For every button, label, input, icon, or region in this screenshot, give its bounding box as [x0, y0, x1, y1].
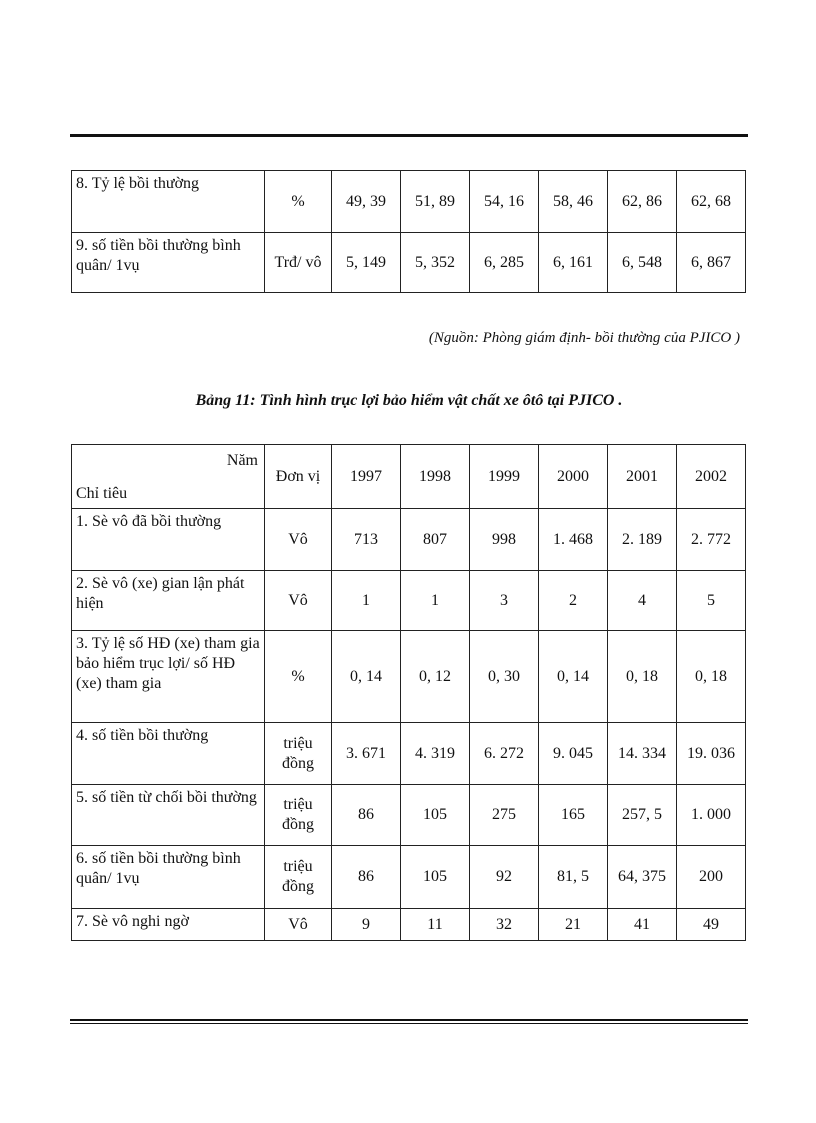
- cell-value: 62, 86: [608, 171, 677, 233]
- cell-value: 1: [401, 571, 470, 631]
- cell-value: 6, 548: [608, 233, 677, 293]
- cell-value: 9: [332, 909, 401, 941]
- cell-value: 4. 319: [401, 723, 470, 785]
- header-year: 2002: [677, 445, 746, 509]
- table-row: [72, 509, 746, 571]
- row-unit: triệu đồng: [265, 846, 332, 909]
- cell-value: 0, 14: [539, 631, 608, 723]
- cell-value: 1. 468: [539, 509, 608, 571]
- cell-value: 2. 189: [608, 509, 677, 571]
- cell-value: 92: [470, 846, 539, 909]
- cell-value: 14. 334: [608, 723, 677, 785]
- cell-value: 64, 375: [608, 846, 677, 909]
- bottom-rule: [70, 1019, 748, 1024]
- table-row: [72, 723, 746, 785]
- table-row: [72, 785, 746, 846]
- header-unit: Đơn vị: [265, 445, 332, 509]
- cell-value: 2. 772: [677, 509, 746, 571]
- cell-value: 200: [677, 846, 746, 909]
- header-row: [72, 445, 746, 509]
- cell-value: 998: [470, 509, 539, 571]
- header-year: 1997: [332, 445, 401, 509]
- cell-value: 9. 045: [539, 723, 608, 785]
- cell-value: 6, 285: [470, 233, 539, 293]
- table-caption: Bảng 11: Tình hình trục lợi bảo hiểm vật chất xe ôtô tại PJICO .: [195, 392, 623, 409]
- cell-value: 6, 161: [539, 233, 608, 293]
- cell-value: 3: [470, 571, 539, 631]
- row-label: 6. số tiền bồi thường bình quân/ 1vụ: [72, 846, 265, 909]
- cell-value: 51, 89: [401, 171, 470, 233]
- cell-value: 49, 39: [332, 171, 401, 233]
- row-unit: triệu đồng: [265, 785, 332, 846]
- table-row: [72, 571, 746, 631]
- cell-value: 5: [677, 571, 746, 631]
- header-year: 2001: [608, 445, 677, 509]
- cell-value: 257, 5: [608, 785, 677, 846]
- cell-value: 713: [332, 509, 401, 571]
- row-unit: Trđ/ vô: [265, 233, 332, 293]
- cell-value: 5, 352: [401, 233, 470, 293]
- table-row: [72, 846, 746, 909]
- row-label: 9. số tiền bồi thường bình quân/ 1vụ: [72, 233, 265, 293]
- row-label: 5. số tiền từ chối bồi thường: [72, 785, 265, 846]
- row-label: 1. Sè vô đã bồi thường: [72, 509, 265, 571]
- cell-value: 0, 14: [332, 631, 401, 723]
- table-row: [72, 909, 746, 941]
- header-item-label: Chỉ tiêu: [76, 485, 128, 502]
- row-unit: Vô: [265, 571, 332, 631]
- row-label: 7. Sè vô nghi ngờ: [72, 909, 265, 941]
- cell-value: 0, 18: [677, 631, 746, 723]
- cell-value: 0, 12: [401, 631, 470, 723]
- cell-value: 5, 149: [332, 233, 401, 293]
- table-row: [72, 171, 746, 233]
- cell-value: 4: [608, 571, 677, 631]
- cell-value: 6, 867: [677, 233, 746, 293]
- row-label: 8. Tỷ lệ bồi thường: [72, 171, 265, 233]
- cell-value: 21: [539, 909, 608, 941]
- cell-value: 105: [401, 846, 470, 909]
- header-year: 1999: [470, 445, 539, 509]
- cell-value: 0, 30: [470, 631, 539, 723]
- cell-value: 1. 000: [677, 785, 746, 846]
- cell-value: 3. 671: [332, 723, 401, 785]
- cell-value: 11: [401, 909, 470, 941]
- cell-value: 1: [332, 571, 401, 631]
- cell-value: 41: [608, 909, 677, 941]
- source-note: (Nguồn: Phòng giám định- bồi thường của PJICO ): [428, 330, 740, 346]
- cell-value: 165: [539, 785, 608, 846]
- cell-value: 81, 5: [539, 846, 608, 909]
- cell-value: 62, 68: [677, 171, 746, 233]
- row-unit: triệu đồng: [265, 723, 332, 785]
- row-unit: Vô: [265, 509, 332, 571]
- row-unit: Vô: [265, 909, 332, 941]
- cell-value: 807: [401, 509, 470, 571]
- top-rule: [70, 134, 748, 137]
- cell-value: 2: [539, 571, 608, 631]
- cell-value: 86: [332, 846, 401, 909]
- insurance-fraud-table: [71, 444, 746, 941]
- row-unit: %: [265, 631, 332, 723]
- cell-value: 58, 46: [539, 171, 608, 233]
- header-year-label: Năm: [226, 452, 258, 469]
- cell-value: 0, 18: [608, 631, 677, 723]
- header-corner-cell: [72, 445, 265, 509]
- header-year: 2000: [539, 445, 608, 509]
- cell-value: 19. 036: [677, 723, 746, 785]
- row-label: 3. Tỷ lệ số HĐ (xe) tham gia bảo hiểm trục lợi/ số HĐ (xe) tham gia: [72, 631, 265, 723]
- row-unit: %: [265, 171, 332, 233]
- cell-value: 275: [470, 785, 539, 846]
- cell-value: 6. 272: [470, 723, 539, 785]
- row-label: 4. số tiền bồi thường: [72, 723, 265, 785]
- header-year: 1998: [401, 445, 470, 509]
- row-label: 2. Sè vô (xe) gian lận phát hiện: [72, 571, 265, 631]
- table-row: [72, 233, 746, 293]
- cell-value: 49: [677, 909, 746, 941]
- cell-value: 32: [470, 909, 539, 941]
- cell-value: 54, 16: [470, 171, 539, 233]
- cell-value: 105: [401, 785, 470, 846]
- claims-continuation-table: [71, 170, 746, 293]
- cell-value: 86: [332, 785, 401, 846]
- table-row: [72, 631, 746, 723]
